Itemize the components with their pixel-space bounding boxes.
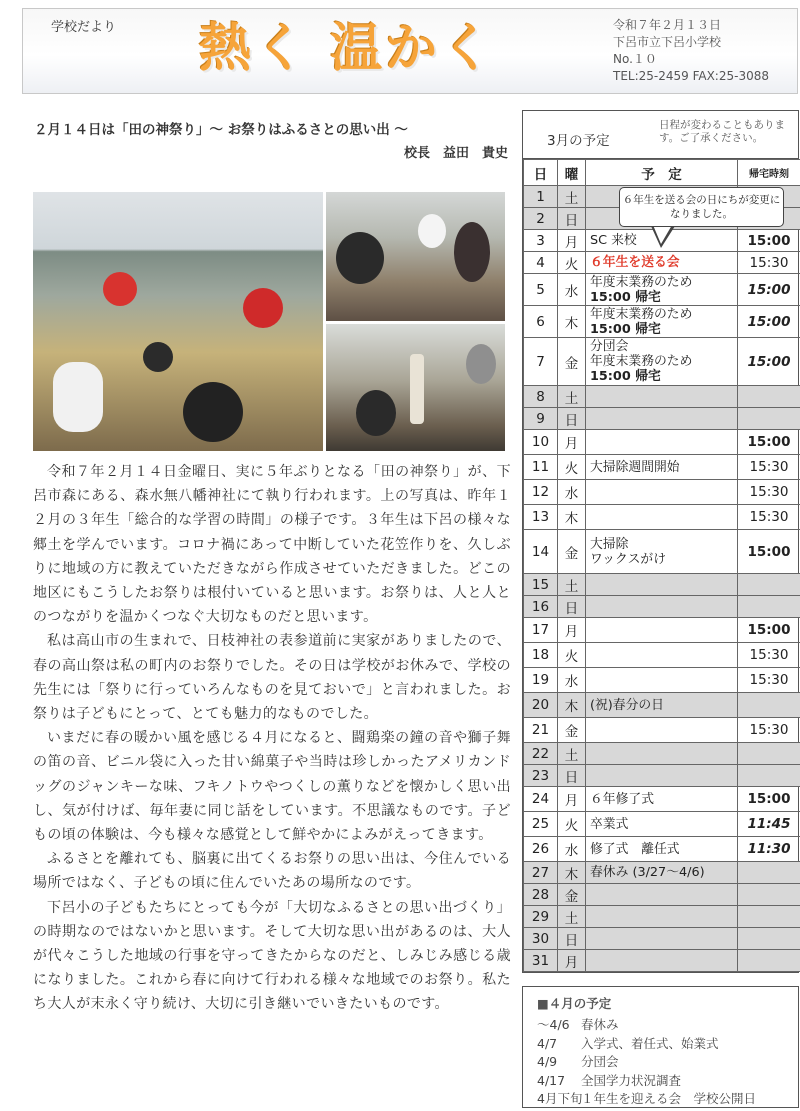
schedule-day: 25 [524,812,558,837]
schedule-event [586,274,738,306]
schedule-event [586,884,738,906]
april-item-date: 4月下旬 [537,1091,583,1106]
schedule-row [524,274,800,306]
schedule-day: 28 [524,884,558,906]
schedule-return-time: 15:30 [738,718,800,743]
schedule-return-time: 15:00 [738,618,800,643]
schedule-event-line: 15:00 帰宅 [590,321,661,337]
schedule-return-time [738,906,800,928]
schedule-row [524,455,800,480]
schedule-weekday: 土 [558,186,586,208]
schedule-row [524,596,800,618]
schedule-return-time: 15:30 [738,643,800,668]
schedule-return-time [738,950,800,972]
schedule-weekday: 月 [558,950,586,972]
schedule-row [524,306,800,338]
schedule-return-time: 15:00 [738,274,800,306]
col-time-header: 帰宅時刻 [738,160,800,186]
schedule-event [586,505,738,530]
schedule-weekday: 金 [558,338,586,386]
april-schedule [522,986,799,1108]
schedule-return-time [738,574,800,596]
schedule-event-line: ６年生を送る会 [590,255,680,270]
issue-info [613,17,769,85]
schedule-note: 日程が変わることもあります。ご了承ください。 [659,119,785,144]
article-paragraph: ふるさとを離れても、脳裏に出てくるお祭りの思い出は、今住んでいる場所ではなく、子どもの頃に住んでいたあの場所なのです。 [33,851,511,892]
schedule-event [586,906,738,928]
schedule-day: 6 [524,306,558,338]
schedule-weekday: 火 [558,455,586,480]
schedule-change-callout: ６年生を送る会の日にちが変更になりました。 [619,187,784,227]
school-name: 下呂市立下呂小学校 [612,35,721,49]
schedule-title: 3月の予定 [547,133,610,149]
photo-collage [33,192,505,451]
schedule-row [524,530,800,574]
schedule-return-time [738,408,800,430]
schedule-day: 27 [524,862,558,884]
schedule-day: 8 [524,386,558,408]
april-item-date: 4/17 [537,1072,566,1088]
schedule-day: 2 [524,208,558,230]
schedule-weekday: 土 [558,743,586,765]
schedule-weekday: 月 [558,430,586,455]
schedule-row [524,787,800,812]
april-list [537,1016,798,1109]
schedule-weekday: 日 [558,208,586,230]
schedule-day: 20 [524,693,558,718]
schedule-weekday: 日 [558,408,586,430]
schedule-rows [524,186,800,972]
schedule-row [524,668,800,693]
callout-pointer-fill [653,225,672,244]
schedule-event [586,618,738,643]
article-paragraph: 下呂小の子どもたちにとっても今が「大切なふるさとの思い出づくり」の時期なのではないかと思います。そして大切な思い出があるのは、大人が代々こうした地域の行事を守ってきたからなのだと、しみじみ感じる歳になりました。これから春に向けて行われる様々な地域でのお祭り。私たち大人が末永く守り続け、大切に引き継いでいきたいものです。 [33,899,511,1013]
schedule-return-time: 15:00 [738,306,800,338]
issue-date: 令和７年２月１３日 [612,18,721,32]
schedule-return-time: 15:00 [738,530,800,574]
schedule-event [586,862,738,884]
schedule-event [586,455,738,480]
schedule-weekday: 月 [558,618,586,643]
schedule-weekday: 木 [558,306,586,338]
schedule-row [524,884,800,906]
schedule-row [524,718,800,743]
schedule-day: 5 [524,274,558,306]
schedule-event-line: 年度末業務のため [590,354,693,369]
schedule-row [524,906,800,928]
schedule-event-line: (祝)春分の日 [590,697,664,713]
schedule-return-time: 15:30 [738,668,800,693]
april-item-text: 春休み [581,1017,619,1032]
schedule-return-time [738,884,800,906]
april-item-text: 全国学力状況調査 [581,1072,682,1088]
schedule-event-line: 年度末業務のため [590,306,693,322]
schedule-weekday: 土 [558,386,586,408]
schedule-event [586,596,738,618]
workshop-photo [326,324,505,451]
schedule-event [586,574,738,596]
schedule-event [586,306,738,338]
schedule-day: 26 [524,837,558,862]
schedule-return-time: 15:00 [738,230,800,252]
schedule-weekday: 火 [558,812,586,837]
col-event-header: 予 定 [586,160,738,186]
schedule-day: 21 [524,718,558,743]
schedule-event-line: 春休み (3/27～4/6) [590,865,705,880]
schedule-event [586,693,738,718]
schedule-return-time: 11:30 [738,837,800,862]
col-weekday-header: 曜 [558,160,586,186]
schedule-day: 17 [524,618,558,643]
schedule-day: 16 [524,596,558,618]
april-item [537,1090,798,1109]
schedule-event [586,718,738,743]
schedule-return-time: 15:00 [738,338,800,386]
april-item-date: 4/7 [537,1035,558,1051]
schedule-weekday: 水 [558,480,586,505]
schedule-weekday: 金 [558,884,586,906]
april-title: ■４月の予定 [537,996,612,1011]
schedule-day: 11 [524,455,558,480]
schedule-event [586,643,738,668]
schedule-event-line: 年度末業務のため [590,274,693,290]
schedule-weekday: 土 [558,906,586,928]
schedule-event-line: 大掃除週間開始 [590,459,680,475]
schedule-row [524,252,800,274]
schedule-day: 29 [524,906,558,928]
schedule-event [586,480,738,505]
schedule-day: 10 [524,430,558,455]
schedule-weekday: 水 [558,837,586,862]
schedule-return-time [738,693,800,718]
masthead-title: 熱く 温かく [199,19,496,79]
schedule-event [586,812,738,837]
schedule-weekday: 日 [558,928,586,950]
april-item-text: 分団会 [581,1054,619,1069]
schedule-header [523,111,798,159]
schedule-weekday: 日 [558,765,586,787]
schedule-event [586,950,738,972]
schedule-day: 22 [524,743,558,765]
schedule-row [524,386,800,408]
schedule-day: 4 [524,252,558,274]
newsletter-label: 学校だより [51,20,117,35]
schedule-day: 3 [524,230,558,252]
schedule-weekday: 水 [558,274,586,306]
schedule-row [524,812,800,837]
schedule-return-time [738,862,800,884]
schedule-row [524,574,800,596]
schedule-return-time: 15:00 [738,430,800,455]
schedule-event [586,252,738,274]
schedule-return-time [738,386,800,408]
schedule-weekday: 日 [558,596,586,618]
schedule-weekday: 木 [558,693,586,718]
newsletter-header [22,8,798,94]
schedule-event [586,787,738,812]
schedule-day: 14 [524,530,558,574]
schedule-event [586,408,738,430]
article-byline: 校長 益田 貴史 [403,146,508,161]
article-paragraph: いまだに春の暖かい風を感じる４月になると、闘鶏楽の鐘の音や獅子舞の笛の音、ビニル袋に入った甘い綿菓子や当時は珍しかったアメリカンドッグのジャンキーな味、フキノトウやつくしの薫りなどを懐かしく思い出し、気が付けば、毎年妻に同じ話をしています。不思議なものです。子どもの頃の体験は、今も様々な感覚として鮮やかによみがえってきます。 [33,730,511,844]
schedule-event [586,530,738,574]
schedule-row [524,643,800,668]
schedule-event [586,430,738,455]
contact-phone: TEL:25-2459 FAX:25-3088 [612,69,769,83]
schedule-day: 23 [524,765,558,787]
april-item [537,1053,798,1072]
schedule-weekday: 土 [558,574,586,596]
schedule-row [524,862,800,884]
schedule-row [524,950,800,972]
schedule-event [586,928,738,950]
schedule-event-line: ６年修了式 [590,791,654,807]
schedule-day: 1 [524,186,558,208]
schedule-return-time: 15:30 [738,455,800,480]
flower-hat-photo [326,192,505,321]
schedule-event-line: 修了式 離任式 [590,841,680,857]
schedule-weekday: 水 [558,668,586,693]
april-item-date: ～4/6 [537,1017,570,1032]
april-item [537,1072,798,1091]
schedule-row [524,430,800,455]
schedule-row [524,408,800,430]
schedule-weekday: 火 [558,252,586,274]
schedule-row [524,743,800,765]
schedule-row [524,765,800,787]
article-paragraph: 私は高山市の生まれで、日枝神社の表参道前に実家がありましたので、春の高山祭は私の町内のお祭りでした。その日は学校がお休みで、学校の先生には「祭りに行っていろんなものを見ておいで」と言われました。お祭りは子どもにとって、とても魅力的なものでした。 [33,633,511,723]
schedule-row [524,505,800,530]
schedule-weekday: 木 [558,862,586,884]
schedule-event-line: 大掃除 [590,536,629,552]
schedule-day: 18 [524,643,558,668]
classroom-photo [33,192,323,451]
schedule-return-time: 15:30 [738,252,800,274]
schedule-day: 31 [524,950,558,972]
schedule-weekday: 月 [558,787,586,812]
schedule-event [586,743,738,765]
schedule-weekday: 金 [558,530,586,574]
schedule-event-line: ワックスがけ [590,551,667,567]
schedule-return-time [738,765,800,787]
schedule-return-time: 11:45 [738,812,800,837]
schedule-return-time [738,743,800,765]
schedule-event [586,338,738,386]
schedule-return-time: 15:00 [738,787,800,812]
schedule-event [586,386,738,408]
schedule-return-time [738,928,800,950]
schedule-day: 24 [524,787,558,812]
schedule-column-headers [524,160,800,186]
schedule-day: 12 [524,480,558,505]
schedule-row [524,618,800,643]
article-paragraph: 令和７年２月１４日金曜日、実に５年ぶりとなる「田の神祭り」が、下呂市森にある、森水無八幡神社にて執り行われます。上の写真は、昨年１２月の３年生「総合的な学習の時間」の様子です。３年生は下呂の様々な郷土を学んでいます。コロナ禍にあって中断していた花笠作りを、久しぶりに地域の方に教えていただきながら作成させていただきました。どこの地区にもこうしたお祭りは根付いていると思います。お祭りは、人と人とのつながりを温かくつなぐ大切なものだと思います。 [33,464,511,626]
schedule-return-time: 15:30 [738,505,800,530]
schedule-row [524,338,800,386]
april-item-text: １年生を迎える会 学校公開日 [581,1091,757,1106]
schedule-day: 13 [524,505,558,530]
schedule-event [586,668,738,693]
schedule-return-time [738,596,800,618]
article-body [33,460,511,1017]
schedule-event-line: 15:00 帰宅 [590,289,661,305]
schedule-event-line: SC 来校 [590,233,637,248]
april-item-text: 入学式、着任式、始業式 [581,1035,719,1051]
schedule-weekday: 木 [558,505,586,530]
col-day-header: 日 [524,160,558,186]
april-item-date: 4/9 [537,1054,558,1069]
april-item [537,1035,798,1054]
schedule-event-line: 卒業式 [590,816,629,832]
schedule-day: 15 [524,574,558,596]
schedule-day: 7 [524,338,558,386]
schedule-day: 19 [524,668,558,693]
article-headline: ２月１４日は「田の神祭り」～ お祭りはふるさとの思い出 ～ [34,122,408,138]
schedule-day: 9 [524,408,558,430]
schedule-row [524,837,800,862]
schedule-row [524,928,800,950]
schedule-row [524,693,800,718]
schedule-event [586,765,738,787]
schedule-row [524,480,800,505]
schedule-event-line: 15:00 帰宅 [590,369,661,384]
april-item [537,1016,798,1035]
schedule-return-time: 15:30 [738,480,800,505]
issue-number: No.１０ [612,52,657,66]
schedule-event-line: 分団会 [590,339,629,354]
schedule-weekday: 月 [558,230,586,252]
schedule-weekday: 火 [558,643,586,668]
schedule-table [523,159,800,972]
schedule-event [586,837,738,862]
schedule-weekday: 金 [558,718,586,743]
schedule-day: 30 [524,928,558,950]
